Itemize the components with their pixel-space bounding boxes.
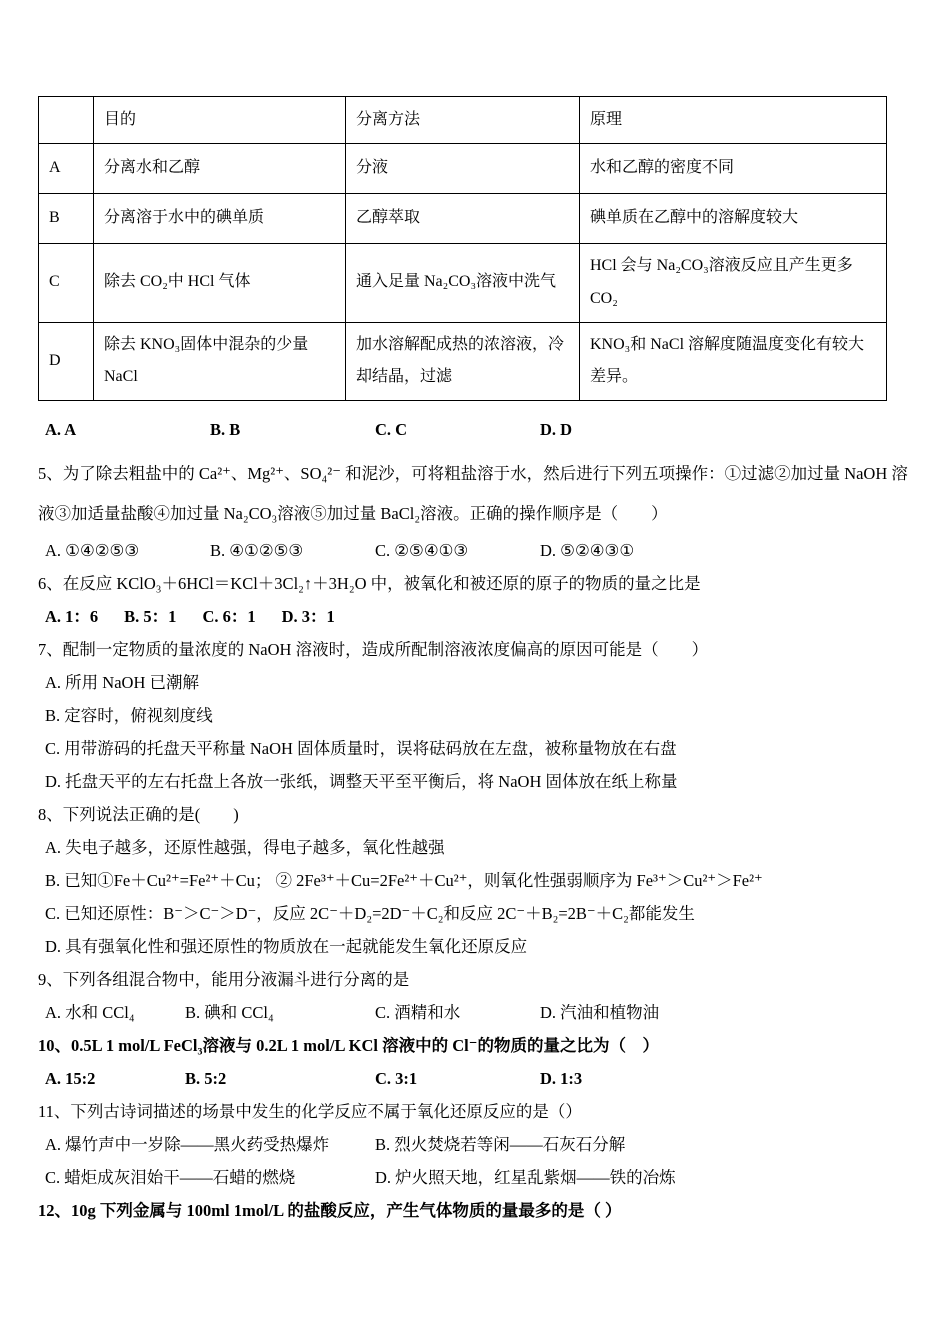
option-c: C. 蜡炬成灰泪始干——石蜡的燃烧 — [45, 1168, 296, 1188]
cell-method: 分液 — [346, 144, 580, 194]
question-9 — [38, 963, 910, 1029]
option-b: B. 5:2 — [185, 1069, 227, 1089]
question-stem: 8、下列说法正确的是( ) — [38, 805, 239, 825]
answer-option: D. D — [540, 420, 573, 440]
row-label: D — [39, 322, 94, 401]
option-d: D. 托盘天平的左右托盘上各放一张纸，调整天平至平衡后，将 NaOH 固体放在纸上称量 — [45, 772, 678, 792]
option-a: A. 失电子越多，还原性越强，得电子越多，氧化性越强 — [45, 838, 445, 858]
question-stem: 10、0.5L 1 mol/L FeCl₃溶液与 0.2L 1 mol/L KCl 溶液中的 Cl⁻的物质的量之比为（ ） — [38, 1036, 659, 1056]
option-b: B. 已知①Fe＋Cu²⁺=Fe²⁺＋Cu； ② 2Fe³⁺＋Cu=2Fe²⁺＋Cu²⁺，则氧化性强弱顺序为 Fe³⁺＞Cu²⁺＞Fe²⁺ — [45, 871, 763, 891]
option-a: A. 1：6 — [45, 607, 99, 627]
option-a: A. 爆竹声中一岁除——黑火药受热爆炸 — [45, 1135, 330, 1155]
option-a: A. 水和 CCl₄ — [45, 1003, 135, 1023]
question-stem: 12、10g 下列金属与 100ml 1mol/L 的盐酸反应，产生气体物质的量最多的是（ ） — [38, 1201, 622, 1221]
cell-principle: HCl 会与 Na₂CO₃溶液反应且产生更多 CO₂ — [580, 244, 887, 323]
option-a: A. 15:2 — [45, 1069, 96, 1089]
option-b: B. 定容时，俯视刻度线 — [45, 706, 213, 726]
option-a: A. ①④②⑤③ — [45, 541, 140, 561]
question-10 — [38, 1029, 910, 1095]
table-row — [39, 194, 887, 244]
option-b: B. 烈火焚烧若等闲——石灰石分解 — [375, 1135, 626, 1155]
answer-option: C. C — [375, 420, 408, 440]
option-b: B. 碘和 CCl₄ — [185, 1003, 274, 1023]
question-options — [38, 996, 910, 1029]
answer-option: A. A — [45, 420, 77, 440]
table-header-cell — [39, 97, 94, 144]
table-header-cell: 目的 — [94, 97, 346, 144]
cell-purpose: 除去 KNO₃固体中混杂的少量 NaCl — [94, 322, 346, 401]
cell-principle: 水和乙醇的密度不同 — [580, 144, 887, 194]
table-row — [39, 144, 887, 194]
question-stem: 7、配制一定物质的量浓度的 NaOH 溶液时，造成所配制溶液浓度偏高的原因可能是（ ） — [38, 640, 709, 660]
question-7 — [38, 633, 910, 798]
question-stem: 9、下列各组混合物中，能用分液漏斗进行分离的是 — [38, 970, 410, 990]
question-stem: 6、在反应 KClO₃＋6HCl＝KCl＋3Cl₂↑＋3H₂O 中，被氧化和被还原的原子的物质的量之比是 — [38, 574, 701, 594]
cell-method: 通入足量 Na₂CO₃溶液中洗气 — [346, 244, 580, 323]
question-options — [38, 600, 910, 633]
option-d: D. ⑤②④③① — [540, 541, 635, 561]
option-c: C. 3:1 — [375, 1069, 418, 1089]
cell-principle: KNO₃和 NaCl 溶解度随温度变化有较大差异。 — [580, 322, 887, 401]
table-row — [39, 244, 887, 323]
option-b: B. ④①②⑤③ — [210, 541, 304, 561]
cell-purpose: 除去 CO₂中 HCl 气体 — [94, 244, 346, 323]
option-d: D. 汽油和植物油 — [540, 1003, 660, 1023]
option-d: D. 1:3 — [540, 1069, 583, 1089]
question-6 — [38, 567, 910, 633]
question-stem: 5、为了除去粗盐中的 Ca²⁺、Mg²⁺、SO₄²⁻ 和泥沙，可将粗盐溶于水，然后进行下列五项操作：①过滤②加过量 NaOH 溶液③加适量盐酸④加过量 Na₂CO₃溶液⑤加过量 BaCl₂溶液。正确的操作顺序是（ ） — [38, 464, 908, 524]
option-c: C. 用带游码的托盘天平称量 NaOH 固体质量时，误将砝码放在左盘，被称量物放在右盘 — [45, 739, 677, 759]
question-options-line-1 — [38, 1128, 910, 1161]
cell-principle: 碘单质在乙醇中的溶解度较大 — [580, 194, 887, 244]
table-header-row — [39, 97, 887, 144]
question-8 — [38, 798, 910, 963]
option-c: C. 已知还原性：B⁻＞C⁻＞D⁻，反应 2C⁻＋D₂=2D⁻＋C₂和反应 2C⁻＋B₂=2B⁻＋C₂都能发生 — [45, 904, 695, 924]
option-d: D. 具有强氧化性和强还原性的物质放在一起就能发生氧化还原反应 — [45, 937, 528, 957]
question-12 — [38, 1194, 910, 1227]
row-label: B — [39, 194, 94, 244]
option-c: C. 酒精和水 — [375, 1003, 461, 1023]
option-a: A. 所用 NaOH 已潮解 — [45, 673, 199, 693]
option-d: D. 3：1 — [281, 607, 335, 627]
row-label: A — [39, 144, 94, 194]
option-b: B. 5：1 — [124, 607, 177, 627]
separation-table — [38, 96, 887, 401]
table-row — [39, 322, 887, 401]
option-c: C. ②⑤④①③ — [375, 541, 469, 561]
cell-method: 乙醇萃取 — [346, 194, 580, 244]
question-5 — [38, 454, 910, 567]
cell-method: 加水溶解配成热的浓溶液，冷却结晶，过滤 — [346, 322, 580, 401]
question-11 — [38, 1095, 910, 1194]
question-options-line-2 — [38, 1161, 910, 1194]
option-d: D. 炉火照天地，红星乱紫烟——铁的冶炼 — [375, 1168, 676, 1188]
question-options — [38, 534, 910, 567]
question-stem: 11、下列古诗词描述的场景中发生的化学反应不属于氧化还原反应的是（） — [38, 1102, 582, 1122]
option-c: C. 6：1 — [202, 607, 256, 627]
cell-purpose: 分离水和乙醇 — [94, 144, 346, 194]
answer-option: B. B — [210, 420, 241, 440]
table-header-cell: 分离方法 — [346, 97, 580, 144]
table-header-cell: 原理 — [580, 97, 887, 144]
table-answer-options — [38, 413, 910, 446]
cell-purpose: 分离溶于水中的碘单质 — [94, 194, 346, 244]
question-options — [38, 1062, 910, 1095]
row-label: C — [39, 244, 94, 323]
